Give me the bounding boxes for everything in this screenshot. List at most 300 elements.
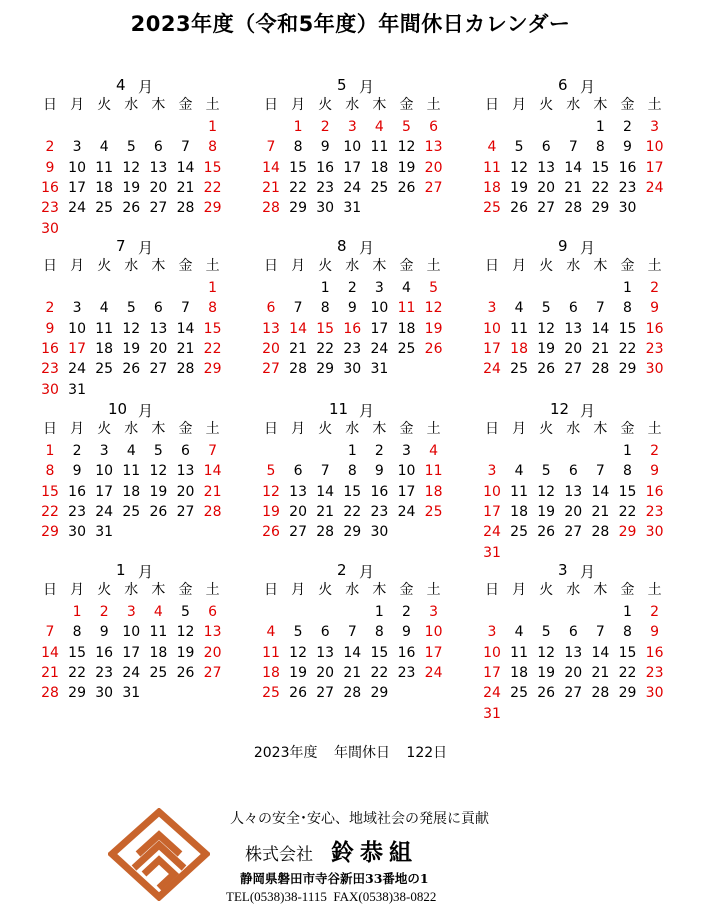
day-date: 10	[68, 159, 86, 176]
month-title	[42, 400, 252, 420]
holiday-date: 24	[483, 524, 501, 541]
holiday-date: 8	[45, 463, 55, 480]
day-date: 27	[564, 361, 583, 378]
annual-holiday-summary	[0, 742, 701, 762]
page-title: 2023年度（令和5年度）年間休日カレンダー	[130, 12, 571, 36]
holiday-date: 17	[483, 503, 501, 520]
weekday-header: 水	[345, 258, 360, 274]
holiday-date: 10	[645, 139, 664, 156]
day-date: 19	[149, 483, 168, 500]
day-date: 15	[289, 159, 307, 176]
day-date: 25	[510, 361, 528, 378]
day-date: 26	[537, 361, 556, 378]
day-date: 20	[564, 340, 583, 357]
holiday-date: 10	[483, 483, 501, 500]
weekday-header: 火	[97, 582, 112, 598]
day-date: 25	[397, 340, 416, 357]
day-date: 5	[181, 604, 190, 620]
weekday-header: 日	[264, 97, 278, 113]
holiday-date: 30	[645, 361, 664, 378]
day-date: 31	[370, 361, 389, 378]
month-number: 6	[558, 76, 568, 94]
day-date: 11	[510, 644, 528, 661]
day-date: 1	[623, 604, 632, 620]
holiday-date: 19	[262, 503, 280, 520]
day-date: 4	[402, 280, 411, 296]
day-date: 29	[68, 685, 86, 702]
day-date: 1	[623, 443, 632, 459]
day-date: 5	[541, 463, 551, 480]
weekday-header: 火	[539, 582, 554, 598]
day-date: 21	[591, 503, 610, 520]
day-date: 11	[149, 624, 168, 641]
holiday-date: 18	[483, 179, 501, 196]
day-date: 12	[510, 159, 528, 176]
day-date: 21	[289, 340, 307, 357]
month-number: 11	[329, 400, 349, 418]
weekday-header: 金	[178, 258, 193, 274]
day-date: 13	[289, 483, 307, 500]
day-date: 29	[370, 685, 389, 702]
holiday-date: 23	[645, 503, 664, 520]
day-date: 20	[564, 503, 583, 520]
day-date: 20	[537, 179, 556, 196]
month-number: 9	[558, 237, 568, 255]
holiday-date: 29	[41, 524, 59, 541]
holiday-date: 18	[510, 340, 528, 357]
day-date: 27	[537, 200, 556, 217]
day-date: 24	[343, 179, 362, 196]
day-date: 30	[68, 524, 86, 541]
day-date: 11	[122, 463, 141, 480]
day-date: 11	[510, 483, 528, 500]
day-date: 8	[320, 300, 330, 317]
day-date: 28	[316, 524, 335, 541]
holiday-date: 28	[262, 200, 280, 217]
day-date: 14	[564, 159, 583, 176]
day-date: 12	[397, 139, 416, 156]
day-date: 6	[568, 300, 578, 317]
holiday-date: 17	[68, 340, 86, 357]
day-date: 23	[95, 664, 114, 681]
holiday-date: 11	[483, 159, 501, 176]
holiday-date: 28	[203, 503, 222, 520]
holiday-date: 22	[203, 179, 222, 196]
day-date: 20	[289, 503, 307, 520]
holiday-date: 1	[293, 119, 303, 135]
day-date: 26	[122, 361, 141, 378]
holiday-date: 24	[483, 685, 501, 702]
weekday-header: 木	[151, 258, 166, 274]
holiday-date: 30	[41, 381, 59, 398]
holiday-date: 13	[262, 320, 280, 337]
holiday-date: 12	[262, 483, 280, 500]
day-date: 14	[316, 483, 335, 500]
day-date: 21	[591, 664, 610, 681]
weekday-header: 水	[566, 421, 581, 437]
day-date: 6	[541, 139, 551, 156]
holiday-date: 1	[208, 119, 218, 135]
holiday-date: 28	[41, 685, 59, 702]
day-date: 27	[289, 524, 307, 541]
weekday-header: 日	[264, 258, 278, 274]
day-date: 19	[176, 644, 195, 661]
day-date: 19	[289, 664, 307, 681]
company-slogan: 人々の安全･安心、地域社会の発展に貢献	[230, 811, 489, 827]
holiday-date: 2	[650, 443, 660, 459]
day-date: 14	[176, 159, 195, 176]
day-date: 12	[537, 320, 556, 337]
month-unit: 月	[580, 402, 596, 420]
holiday-date: 23	[41, 361, 59, 378]
day-date: 3	[99, 443, 109, 459]
day-date: 22	[370, 664, 389, 681]
weekday-header: 土	[426, 258, 441, 274]
day-date: 12	[176, 624, 195, 641]
holiday-date: 3	[487, 300, 497, 317]
holiday-date: 23	[41, 200, 59, 217]
holiday-date: 26	[262, 524, 280, 541]
month-number: 3	[558, 561, 568, 579]
day-date: 31	[68, 381, 86, 398]
day-date: 28	[591, 685, 610, 702]
day-date: 5	[126, 300, 136, 317]
weekday-header: 土	[426, 421, 441, 437]
month-title	[484, 561, 694, 581]
day-date: 6	[568, 463, 578, 480]
weekday-header: 木	[151, 97, 166, 113]
day-date: 20	[564, 664, 583, 681]
day-date: 23	[397, 664, 416, 681]
day-date: 27	[149, 361, 168, 378]
day-date: 10	[370, 300, 389, 317]
day-date: 2	[402, 604, 411, 620]
weekday-header: 日	[485, 258, 499, 274]
holiday-date: 15	[41, 483, 59, 500]
day-date: 27	[176, 503, 195, 520]
day-date: 12	[149, 463, 168, 480]
holiday-date: 30	[645, 685, 664, 702]
holiday-date: 21	[41, 664, 59, 681]
weekday-header: 木	[593, 258, 608, 274]
weekday-header: 火	[539, 421, 554, 437]
day-date: 13	[316, 644, 335, 661]
day-date: 9	[347, 300, 357, 317]
day-date: 17	[122, 644, 141, 661]
summary-year: 2023年度	[253, 745, 318, 761]
day-date: 12	[122, 320, 141, 337]
day-date: 29	[618, 361, 637, 378]
weekday-header: 火	[318, 258, 333, 274]
month-unit: 月	[138, 78, 154, 96]
day-date: 14	[591, 320, 610, 337]
day-date: 7	[568, 139, 578, 156]
day-date: 2	[72, 443, 82, 459]
weekday-header: 金	[178, 97, 193, 113]
weekday-header: 日	[485, 421, 499, 437]
holiday-date: 14	[41, 644, 59, 661]
holiday-date: 16	[645, 644, 664, 661]
day-date: 5	[293, 624, 303, 641]
day-date: 28	[564, 200, 583, 217]
day-date: 8	[623, 624, 632, 641]
holiday-date: 29	[203, 200, 222, 217]
day-date: 7	[595, 300, 605, 317]
day-date: 15	[618, 483, 637, 500]
weekday-header: 土	[205, 582, 220, 598]
holiday-date: 9	[45, 320, 55, 337]
month-unit: 月	[359, 402, 375, 420]
weekday-header: 金	[620, 421, 635, 437]
holiday-date: 4	[266, 624, 276, 641]
day-date: 28	[591, 524, 610, 541]
day-date: 24	[397, 503, 416, 520]
day-date: 20	[149, 179, 168, 196]
day-date: 24	[95, 503, 114, 520]
day-date: 9	[72, 463, 82, 480]
day-date: 9	[402, 624, 411, 641]
day-date: 21	[591, 340, 610, 357]
day-date: 13	[564, 320, 583, 337]
day-date: 13	[176, 463, 195, 480]
holiday-date: 26	[424, 340, 443, 357]
day-date: 7	[347, 624, 357, 641]
holiday-date: 4	[374, 119, 384, 135]
month-unit: 月	[138, 402, 154, 420]
holiday-date: 6	[429, 119, 439, 135]
weekday-header: 火	[318, 582, 333, 598]
holiday-date: 20	[203, 644, 222, 661]
day-date: 10	[68, 320, 86, 337]
day-date: 14	[591, 483, 610, 500]
weekday-header: 月	[70, 258, 85, 274]
weekday-header: 木	[372, 582, 387, 598]
day-date: 22	[618, 503, 637, 520]
holiday-date: 6	[266, 300, 276, 317]
holiday-date: 7	[208, 443, 218, 459]
holiday-date: 9	[45, 159, 55, 176]
holiday-date: 13	[203, 624, 222, 641]
holiday-date: 10	[424, 624, 443, 641]
day-date: 26	[537, 524, 556, 541]
holiday-date: 4	[487, 139, 497, 156]
day-date: 19	[122, 340, 141, 357]
month-number: 7	[116, 237, 126, 255]
weekday-header: 月	[70, 97, 85, 113]
day-date: 21	[564, 179, 583, 196]
day-date: 30	[343, 361, 362, 378]
month-unit: 月	[138, 563, 154, 581]
day-date: 30	[95, 685, 114, 702]
holiday-date: 5	[266, 463, 276, 480]
month-unit: 月	[359, 78, 375, 96]
holiday-date: 17	[483, 340, 501, 357]
weekday-header: 日	[43, 258, 57, 274]
day-date: 17	[68, 179, 86, 196]
day-date: 19	[397, 159, 416, 176]
company-address: 静岡県磐田市寺谷新田33番地の1	[240, 871, 429, 886]
day-date: 16	[618, 159, 637, 176]
holiday-date: 2	[45, 139, 55, 156]
weekday-header: 火	[539, 258, 554, 274]
month-title	[42, 237, 252, 257]
holiday-date: 16	[41, 340, 59, 357]
day-date: 4	[514, 300, 524, 317]
day-date: 1	[374, 604, 384, 620]
day-date: 22	[618, 340, 637, 357]
day-date: 26	[397, 179, 416, 196]
weekday-header: 火	[539, 97, 554, 113]
month-number: 10	[108, 400, 128, 418]
holiday-date: 7	[266, 139, 276, 156]
day-date: 17	[397, 483, 416, 500]
day-date: 12	[537, 644, 556, 661]
day-date: 19	[122, 179, 141, 196]
day-date: 9	[99, 624, 109, 641]
day-date: 6	[568, 624, 578, 641]
company-main-name: 鈴恭組	[331, 839, 418, 866]
weekday-header: 土	[426, 582, 441, 598]
holiday-date: 11	[424, 463, 443, 480]
day-date: 4	[126, 443, 136, 459]
day-date: 24	[122, 664, 141, 681]
day-date: 26	[122, 200, 141, 217]
weekday-header: 日	[485, 582, 499, 598]
day-date: 21	[343, 664, 362, 681]
holiday-date: 14	[203, 463, 222, 480]
holiday-date: 2	[650, 280, 660, 296]
day-date: 20	[316, 664, 335, 681]
weekday-header: 水	[124, 258, 139, 274]
month-title	[263, 76, 473, 96]
month-number: 2	[337, 561, 347, 579]
weekday-header: 月	[70, 582, 85, 598]
day-date: 21	[176, 179, 195, 196]
holiday-date: 2	[45, 300, 55, 317]
holiday-date: 27	[424, 179, 443, 196]
day-date: 27	[564, 524, 583, 541]
day-date: 17	[343, 159, 362, 176]
day-date: 11	[95, 320, 114, 337]
day-date: 12	[289, 644, 307, 661]
holiday-date: 25	[262, 685, 280, 702]
holiday-date: 25	[483, 200, 501, 217]
weekday-header: 日	[485, 97, 499, 113]
day-date: 3	[402, 443, 411, 459]
day-date: 13	[564, 483, 583, 500]
holiday-date: 21	[262, 179, 280, 196]
weekday-header: 月	[512, 421, 527, 437]
weekday-header: 水	[566, 582, 581, 598]
holiday-date: 1	[208, 280, 218, 296]
day-date: 29	[343, 524, 362, 541]
day-date: 6	[153, 139, 163, 156]
month-unit: 月	[580, 239, 596, 257]
weekday-header: 木	[372, 421, 387, 437]
day-date: 18	[95, 340, 114, 357]
day-date: 13	[564, 644, 583, 661]
holiday-date: 11	[397, 300, 416, 317]
day-date: 12	[537, 483, 556, 500]
day-date: 15	[618, 320, 637, 337]
day-date: 22	[591, 179, 610, 196]
day-date: 29	[289, 200, 307, 217]
weekday-header: 月	[70, 421, 85, 437]
holiday-date: 20	[424, 159, 443, 176]
weekday-header: 月	[291, 258, 306, 274]
day-date: 7	[181, 139, 190, 156]
day-date: 9	[320, 139, 330, 156]
day-date: 6	[181, 443, 190, 459]
day-date: 10	[95, 463, 114, 480]
holiday-date: 1	[72, 604, 82, 620]
day-date: 23	[68, 503, 86, 520]
day-date: 23	[370, 503, 389, 520]
day-date: 26	[289, 685, 307, 702]
day-date: 19	[510, 179, 528, 196]
month-title	[42, 561, 252, 581]
day-date: 19	[537, 503, 556, 520]
weekday-header: 日	[264, 421, 278, 437]
day-date: 7	[595, 463, 605, 480]
day-date: 24	[68, 361, 86, 378]
holiday-date: 6	[208, 604, 218, 620]
weekday-header: 木	[593, 421, 608, 437]
weekday-header: 土	[426, 97, 441, 113]
day-date: 20	[149, 340, 168, 357]
holiday-date: 3	[126, 604, 136, 620]
day-date: 18	[510, 503, 528, 520]
day-date: 8	[72, 624, 82, 641]
holiday-date: 5	[402, 119, 411, 135]
day-date: 10	[397, 463, 416, 480]
day-date: 25	[95, 361, 114, 378]
weekday-header: 土	[647, 97, 662, 113]
weekday-header: 土	[205, 421, 220, 437]
month-number: 12	[550, 400, 570, 418]
weekday-header: 火	[97, 97, 112, 113]
weekday-header: 金	[399, 258, 414, 274]
weekday-header: 月	[512, 97, 527, 113]
day-date: 15	[370, 644, 389, 661]
holiday-date: 14	[262, 159, 280, 176]
day-date: 1	[595, 119, 605, 135]
holiday-date: 30	[645, 524, 664, 541]
weekday-header: 月	[512, 258, 527, 274]
holiday-date: 16	[41, 179, 59, 196]
holiday-date: 23	[645, 664, 664, 681]
holiday-date: 3	[429, 604, 439, 620]
weekday-header: 金	[399, 97, 414, 113]
holiday-date: 18	[424, 483, 443, 500]
month-unit: 月	[580, 563, 596, 581]
day-date: 28	[176, 200, 195, 217]
day-date: 29	[316, 361, 335, 378]
month-title	[484, 76, 694, 96]
holiday-date: 27	[203, 664, 222, 681]
weekday-header: 水	[124, 582, 139, 598]
day-date: 4	[99, 300, 109, 317]
weekday-header: 金	[399, 582, 414, 598]
day-date: 2	[347, 280, 357, 296]
holiday-date: 16	[645, 320, 664, 337]
day-date: 16	[95, 644, 114, 661]
day-date: 18	[122, 483, 141, 500]
weekday-header: 木	[151, 582, 166, 598]
phone-number: TEL(0538)38-1115	[226, 889, 327, 904]
day-date: 20	[176, 483, 195, 500]
day-date: 23	[343, 340, 362, 357]
